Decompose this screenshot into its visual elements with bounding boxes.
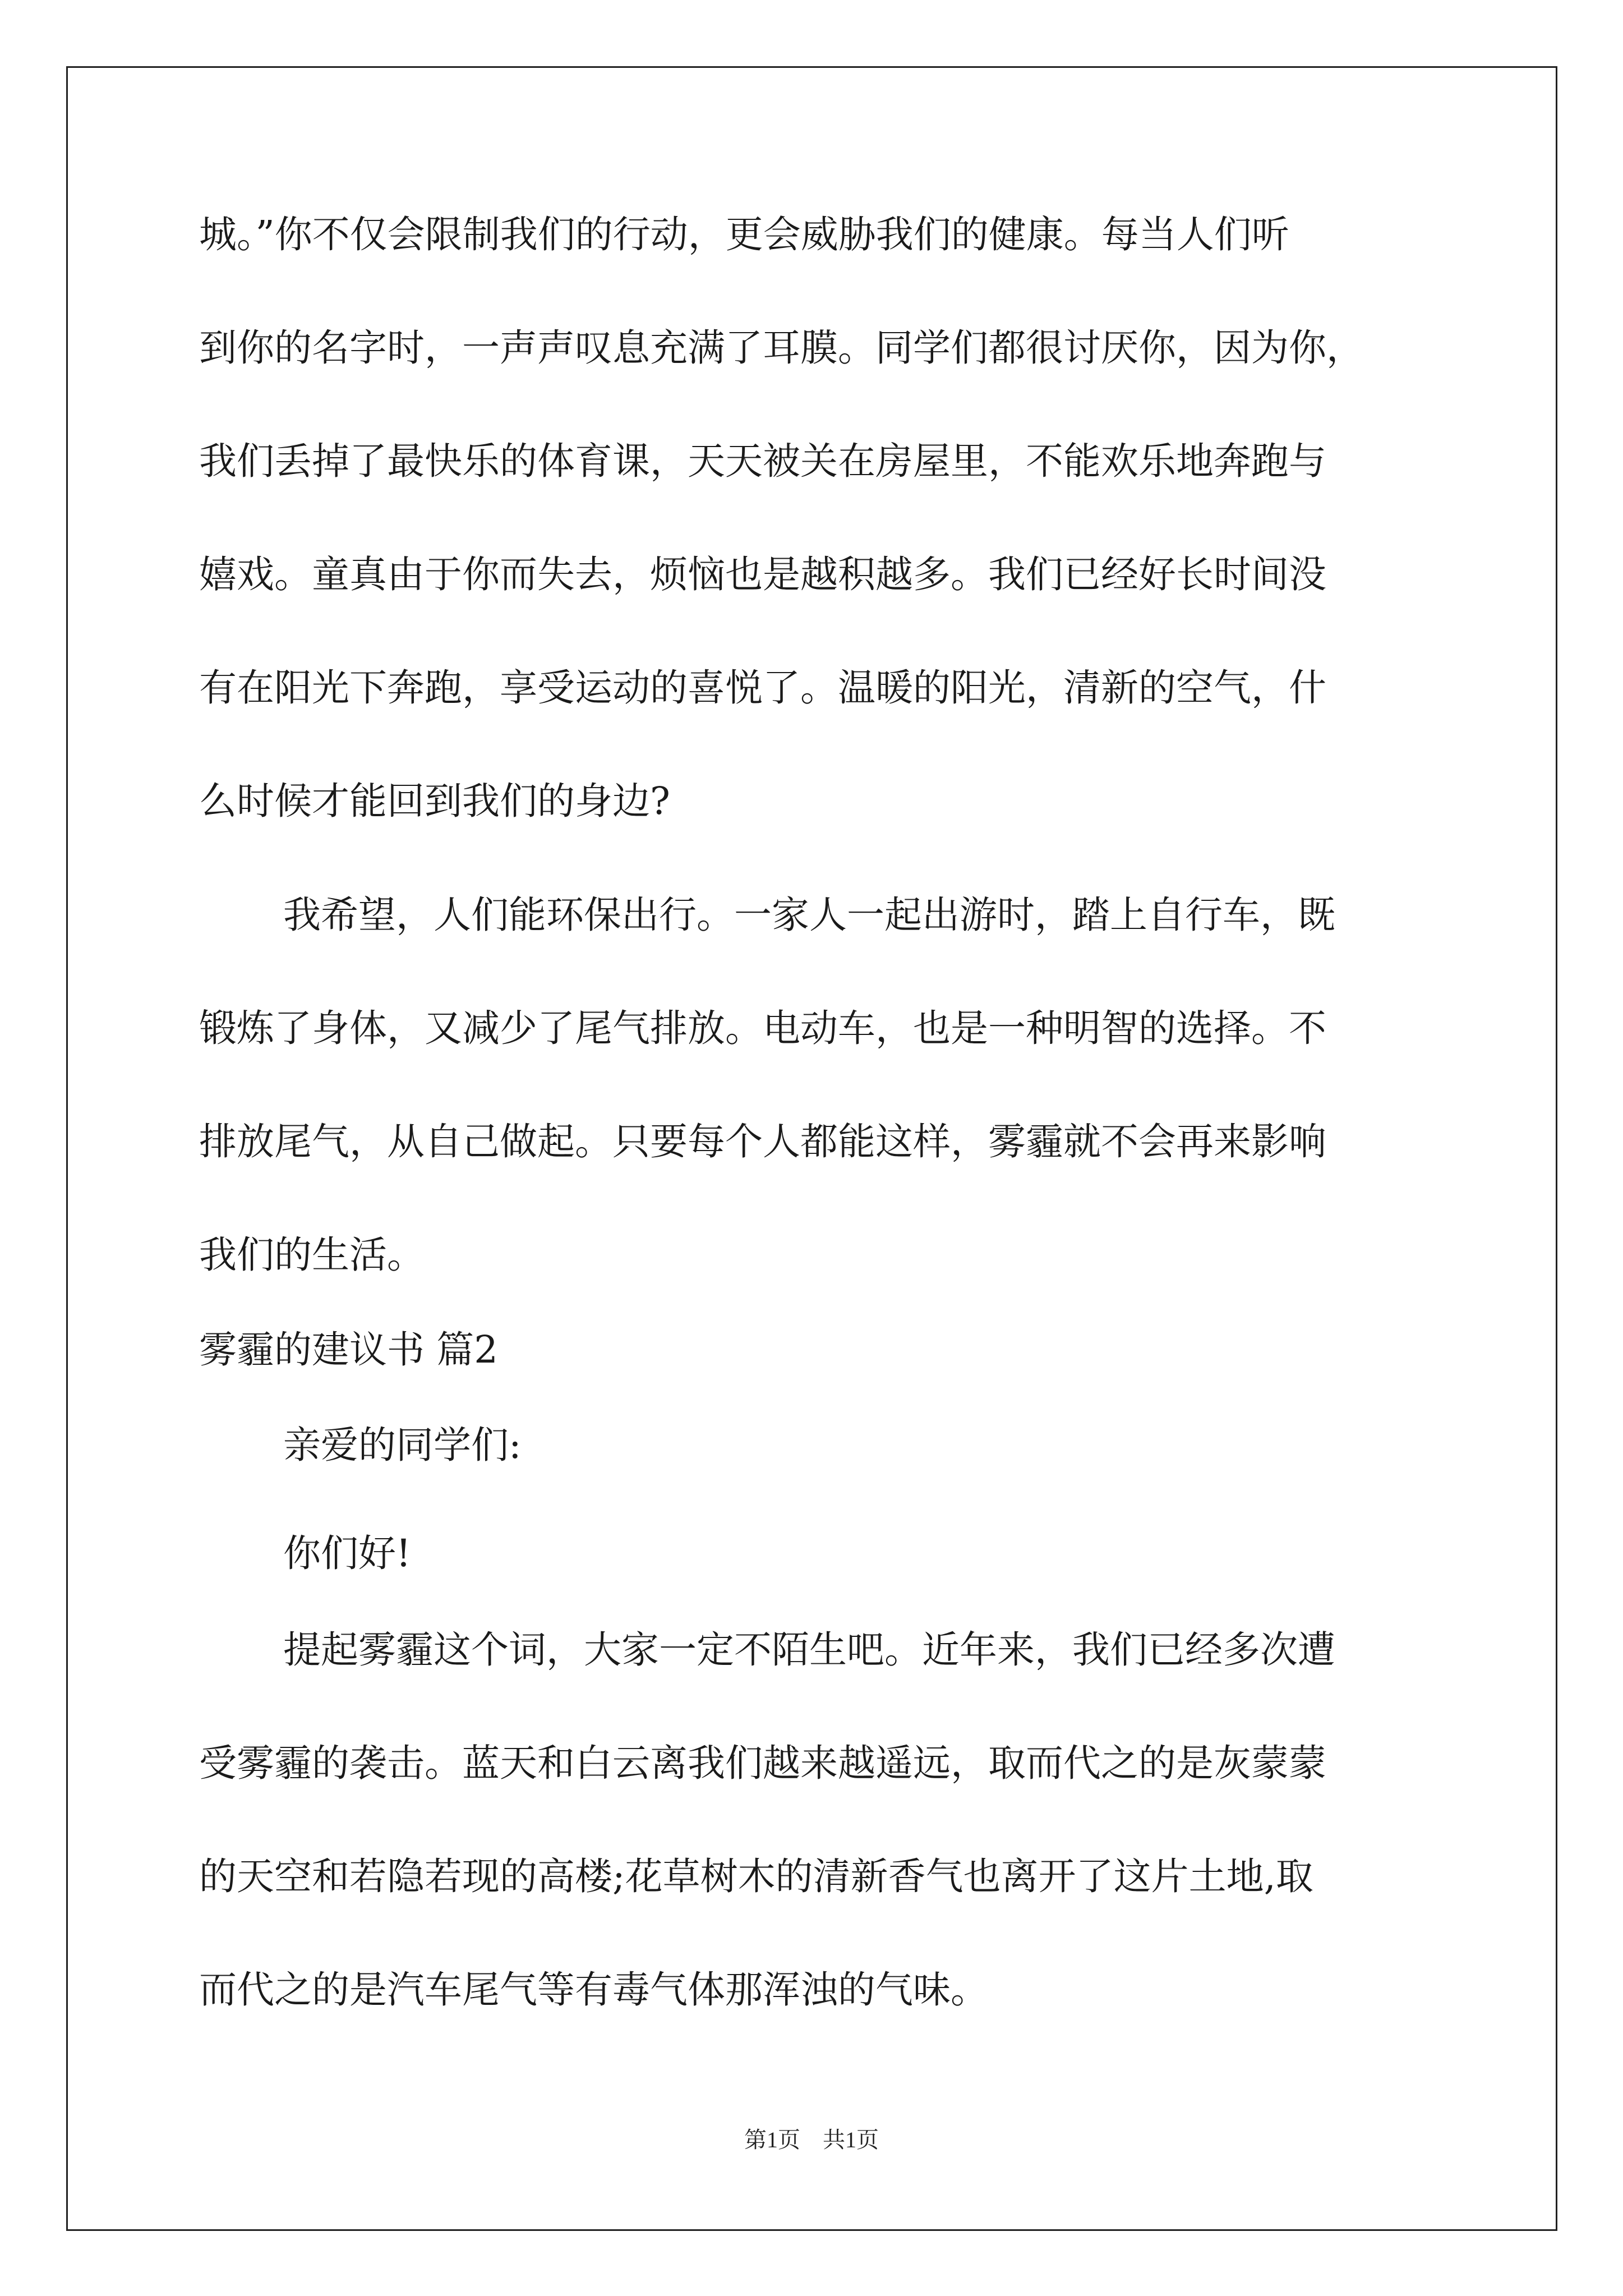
text-line: 而代之的是汽车尾气等有毒气体那浑浊的气味。	[199, 1968, 988, 2012]
page-number: 第1页 共1页	[744, 2127, 879, 2152]
section-title: 雾霾的建议书 篇2	[199, 1328, 498, 1372]
text-line: 么时候才能回到我们的身边?	[199, 779, 670, 823]
text-line: 我希望，人们能环保出行。一家人一起出游时，踏上自行车，既	[283, 893, 1335, 937]
salutation: 亲爱的同学们:	[283, 1423, 522, 1467]
text-line: 排放尾气，从自己做起。只要每个人都能这样，雾霾就不会再来影响	[199, 1120, 1326, 1163]
text-line: 我们的生活。	[199, 1233, 425, 1277]
text-line: 城。”你不仅会限制我们的行动，更会威胁我们的健康。每当人们听	[199, 213, 1289, 256]
text-line: 锻炼了身体，又减少了尾气排放。电动车，也是一种明智的选择。不	[199, 1006, 1326, 1050]
text-line: 受雾霾的袭击。蓝天和白云离我们越来越遥远，取而代之的是灰蒙蒙	[199, 1741, 1326, 1785]
text-line: 我们丢掉了最快乐的体育课，天天被关在房屋里，不能欢乐地奔跑与	[199, 439, 1326, 483]
text-line: 提起雾霾这个词，大家一定不陌生吧。近年来，我们已经多次遭	[283, 1628, 1335, 1672]
text-line: 嬉戏。童真由于你而失去，烦恼也是越积越多。我们已经好长时间没	[199, 553, 1326, 596]
text-line: 的天空和若隐若现的高楼;花草树木的清新香气也离开了这片土地,取	[199, 1855, 1313, 1898]
text-line: 到你的名字时，一声声叹息充满了耳膜。同学们都很讨厌你，因为你，	[199, 326, 1364, 370]
greeting: 你们好!	[283, 1531, 411, 1575]
text-line: 有在阳光下奔跑，享受运动的喜悦了。温暖的阳光，清新的空气，什	[199, 666, 1326, 710]
